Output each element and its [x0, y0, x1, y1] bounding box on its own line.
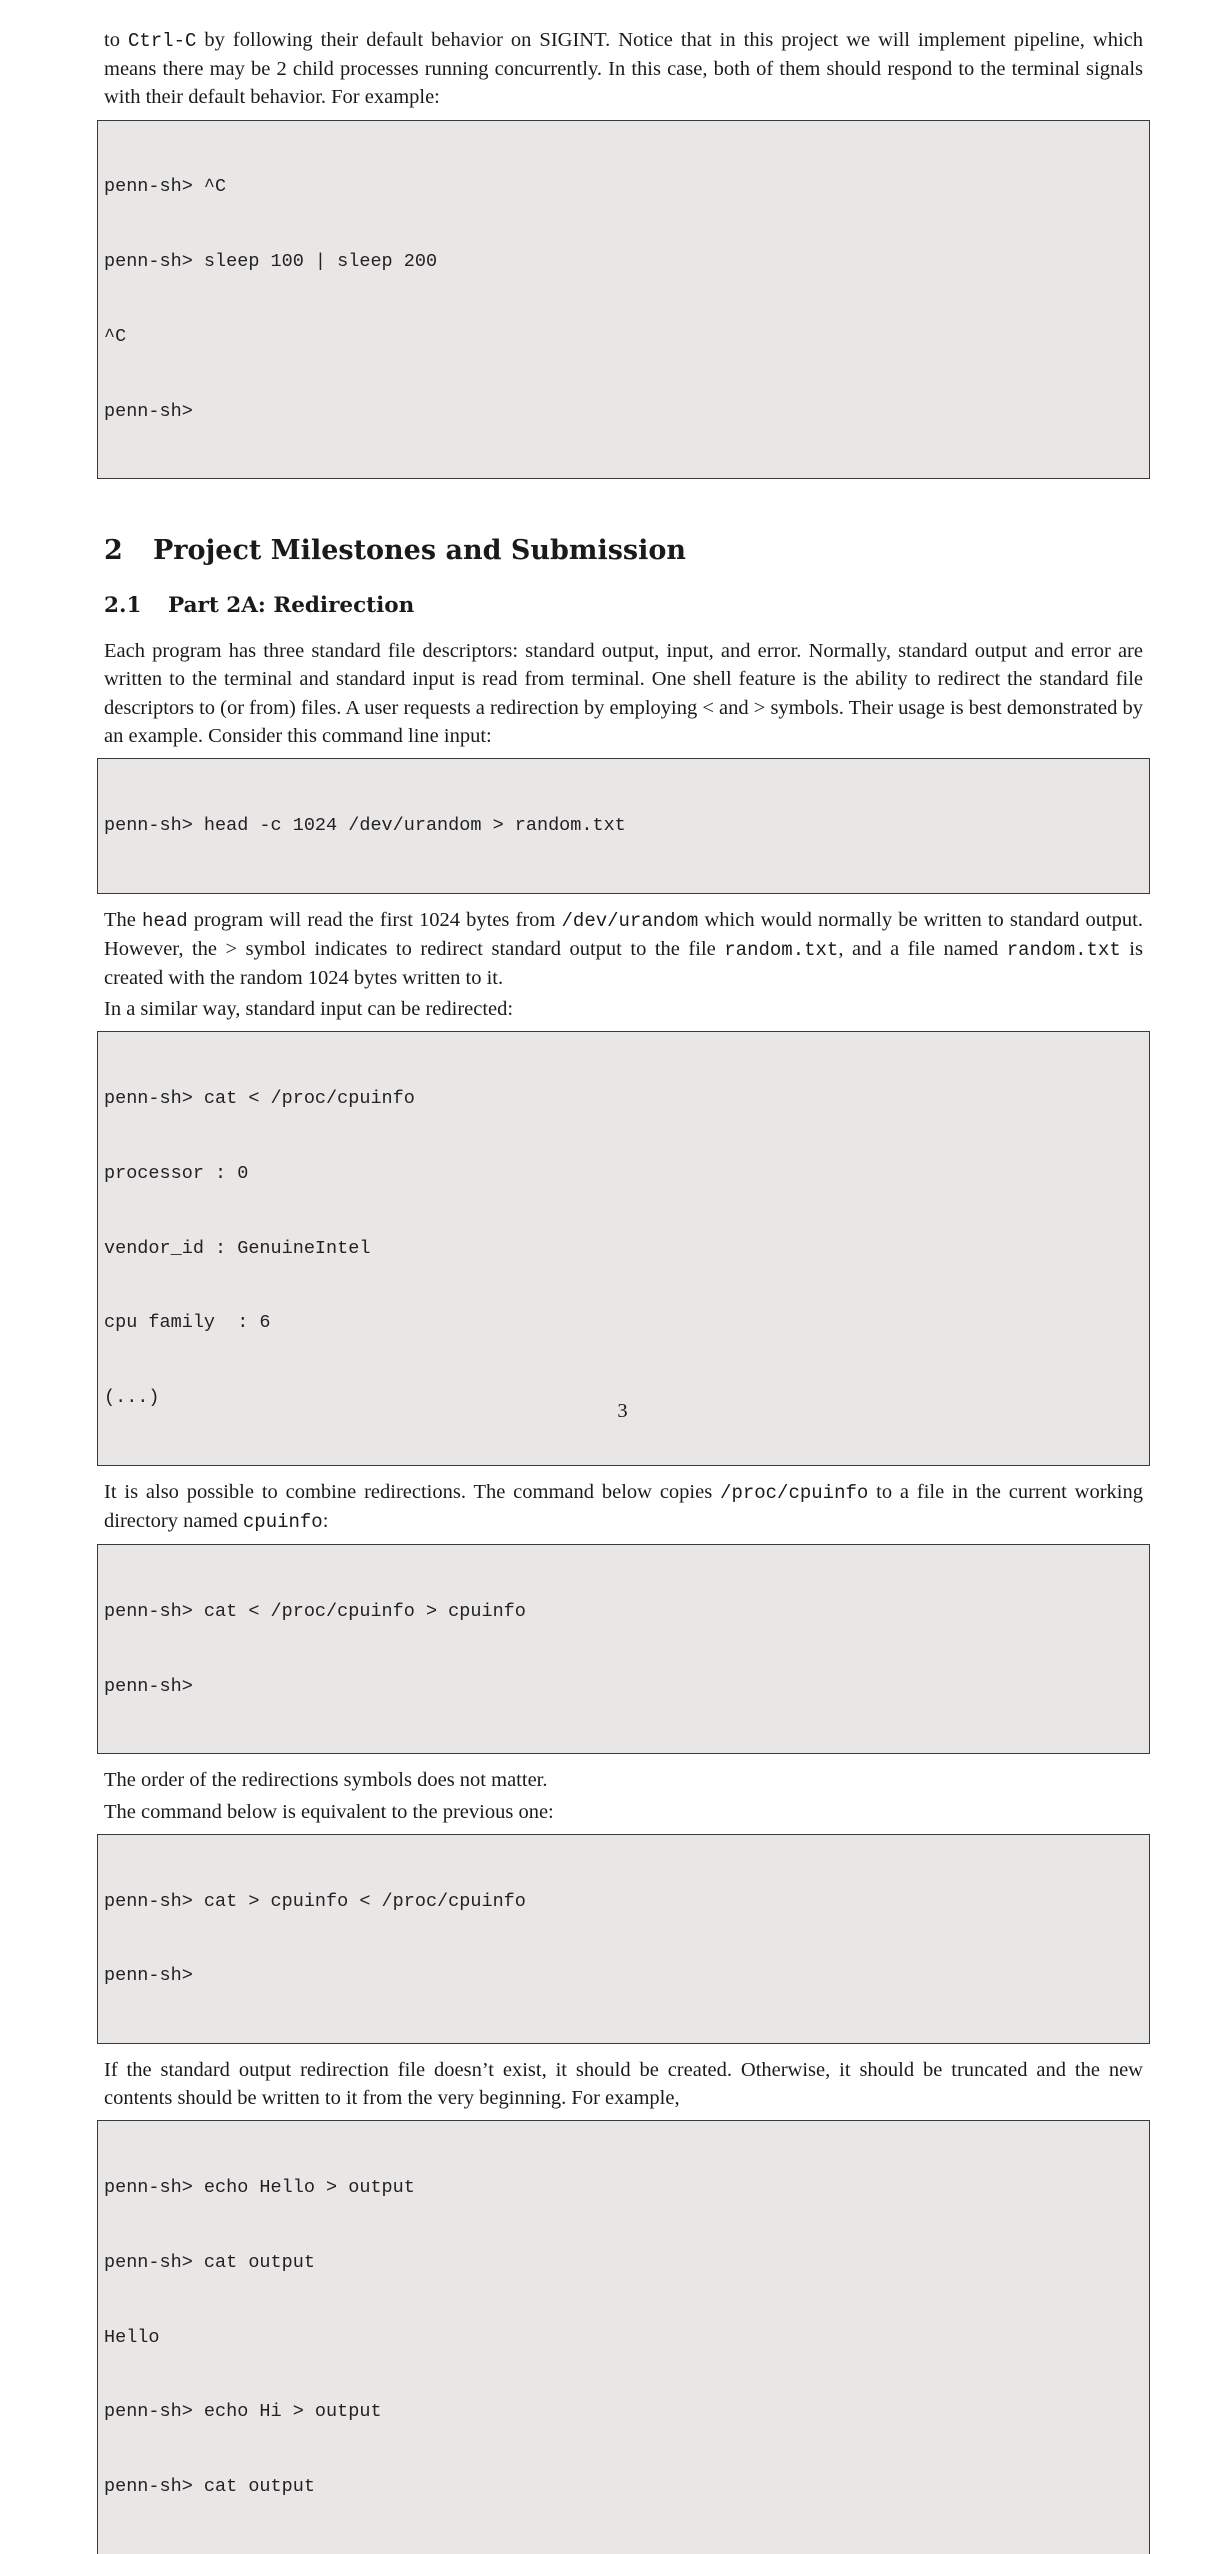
- code-line: ^C: [104, 325, 127, 347]
- head-explanation-paragraph: The head program will read the first 1024 bytes from /dev/urandom which would normally be written to standard output. However, the > symbol indicates to redirect standard output to the file random.txt, and a file named random.txt is created with the random 1024 bytes written to it.: [104, 908, 1144, 989]
- equivalent-paragraph: The command below is equivalent to the previous one:: [104, 1800, 554, 1823]
- inline-code: random.txt: [1006, 938, 1121, 961]
- code-line: penn-sh> echo Hello > output: [104, 2177, 415, 2199]
- stdin-paragraph: In a similar way, standard input can be redirected:: [104, 998, 514, 1021]
- code-block-equivalent: [97, 1834, 1150, 2044]
- code-line: penn-sh> echo Hi > output: [104, 2401, 382, 2423]
- inline-code: head: [142, 909, 188, 932]
- code-block-head: [97, 758, 1150, 894]
- code-line: penn-sh> ^C: [104, 176, 227, 198]
- code-line: penn-sh>: [104, 1675, 193, 1697]
- inline-code: /dev/urandom: [561, 909, 699, 932]
- code-line: vendor_id : GenuineIntel: [104, 1237, 371, 1259]
- code-line: penn-sh> cat < /proc/cpuinfo > cpuinfo: [104, 1600, 526, 1622]
- code-line: penn-sh> cat output: [104, 2251, 315, 2273]
- order-paragraph: The order of the redirections symbols does not matter.: [104, 1769, 548, 1792]
- code-line: Hello: [104, 2326, 160, 2348]
- truncate-paragraph: If the standard output redirection file doesn’t exist, it should be created. Otherwise, it should be truncated and the new contents should be written to it from the very beginning. For example,: [104, 2058, 1143, 2110]
- code-block-output: [97, 2120, 1150, 2553]
- code-block-combine: [97, 1544, 1150, 1754]
- subsection-heading: 2.1 Part 2A: Redirection: [104, 593, 415, 619]
- code-line: penn-sh> cat output: [104, 2475, 315, 2497]
- page-number: 3: [617, 1400, 628, 1422]
- code-line: penn-sh> cat > cpuinfo < /proc/cpuinfo: [104, 1890, 526, 1912]
- inline-code: cpuinfo: [242, 1510, 323, 1533]
- inline-code: /proc/cpuinfo: [720, 1481, 869, 1504]
- code-block-sigint: [97, 120, 1150, 480]
- redirection-intro-paragraph: Each program has three standard file descriptors: standard output, input, and error. Normally, standard output and error are written to the terminal and standard input is read from terminal. One shell feature is the ability to redirect the standard file descriptors to (or from) files. A user requests a redirection by employing < and > symbols. Their usage is best demonstrated by an example. Consider this command line input:: [104, 640, 1143, 747]
- code-line: (...): [104, 1387, 160, 1408]
- code-line: cpu family : 6: [104, 1312, 271, 1334]
- section-heading: 2 Project Milestones and Submission: [104, 535, 686, 567]
- code-line: penn-sh>: [104, 400, 193, 422]
- code-line: penn-sh>: [104, 1965, 193, 1987]
- code-line: penn-sh> head -c 1024 /dev/urandom > random.txt: [104, 814, 626, 836]
- inline-code: random.txt: [724, 938, 839, 961]
- inline-code: Ctrl-C: [127, 30, 197, 52]
- combine-paragraph: It is also possible to combine redirections. The command below copies /proc/cpuinfo to a file in the current working directory named cpuinfo:: [104, 1480, 1143, 1533]
- intro-paragraph: to Ctrl-C by following their default behavior on SIGINT. Notice that in this project we will implement pipeline, which means there may be 2 child processes running concurrently. In this case, both of them should respond to the terminal signals with their default behavior. For example:: [104, 29, 1143, 109]
- code-line: penn-sh> sleep 100 | sleep 200: [104, 251, 438, 273]
- code-line: processor : 0: [104, 1162, 249, 1184]
- code-line: penn-sh> cat < /proc/cpuinfo: [104, 1088, 415, 1110]
- document-page: [104, 26, 1143, 2554]
